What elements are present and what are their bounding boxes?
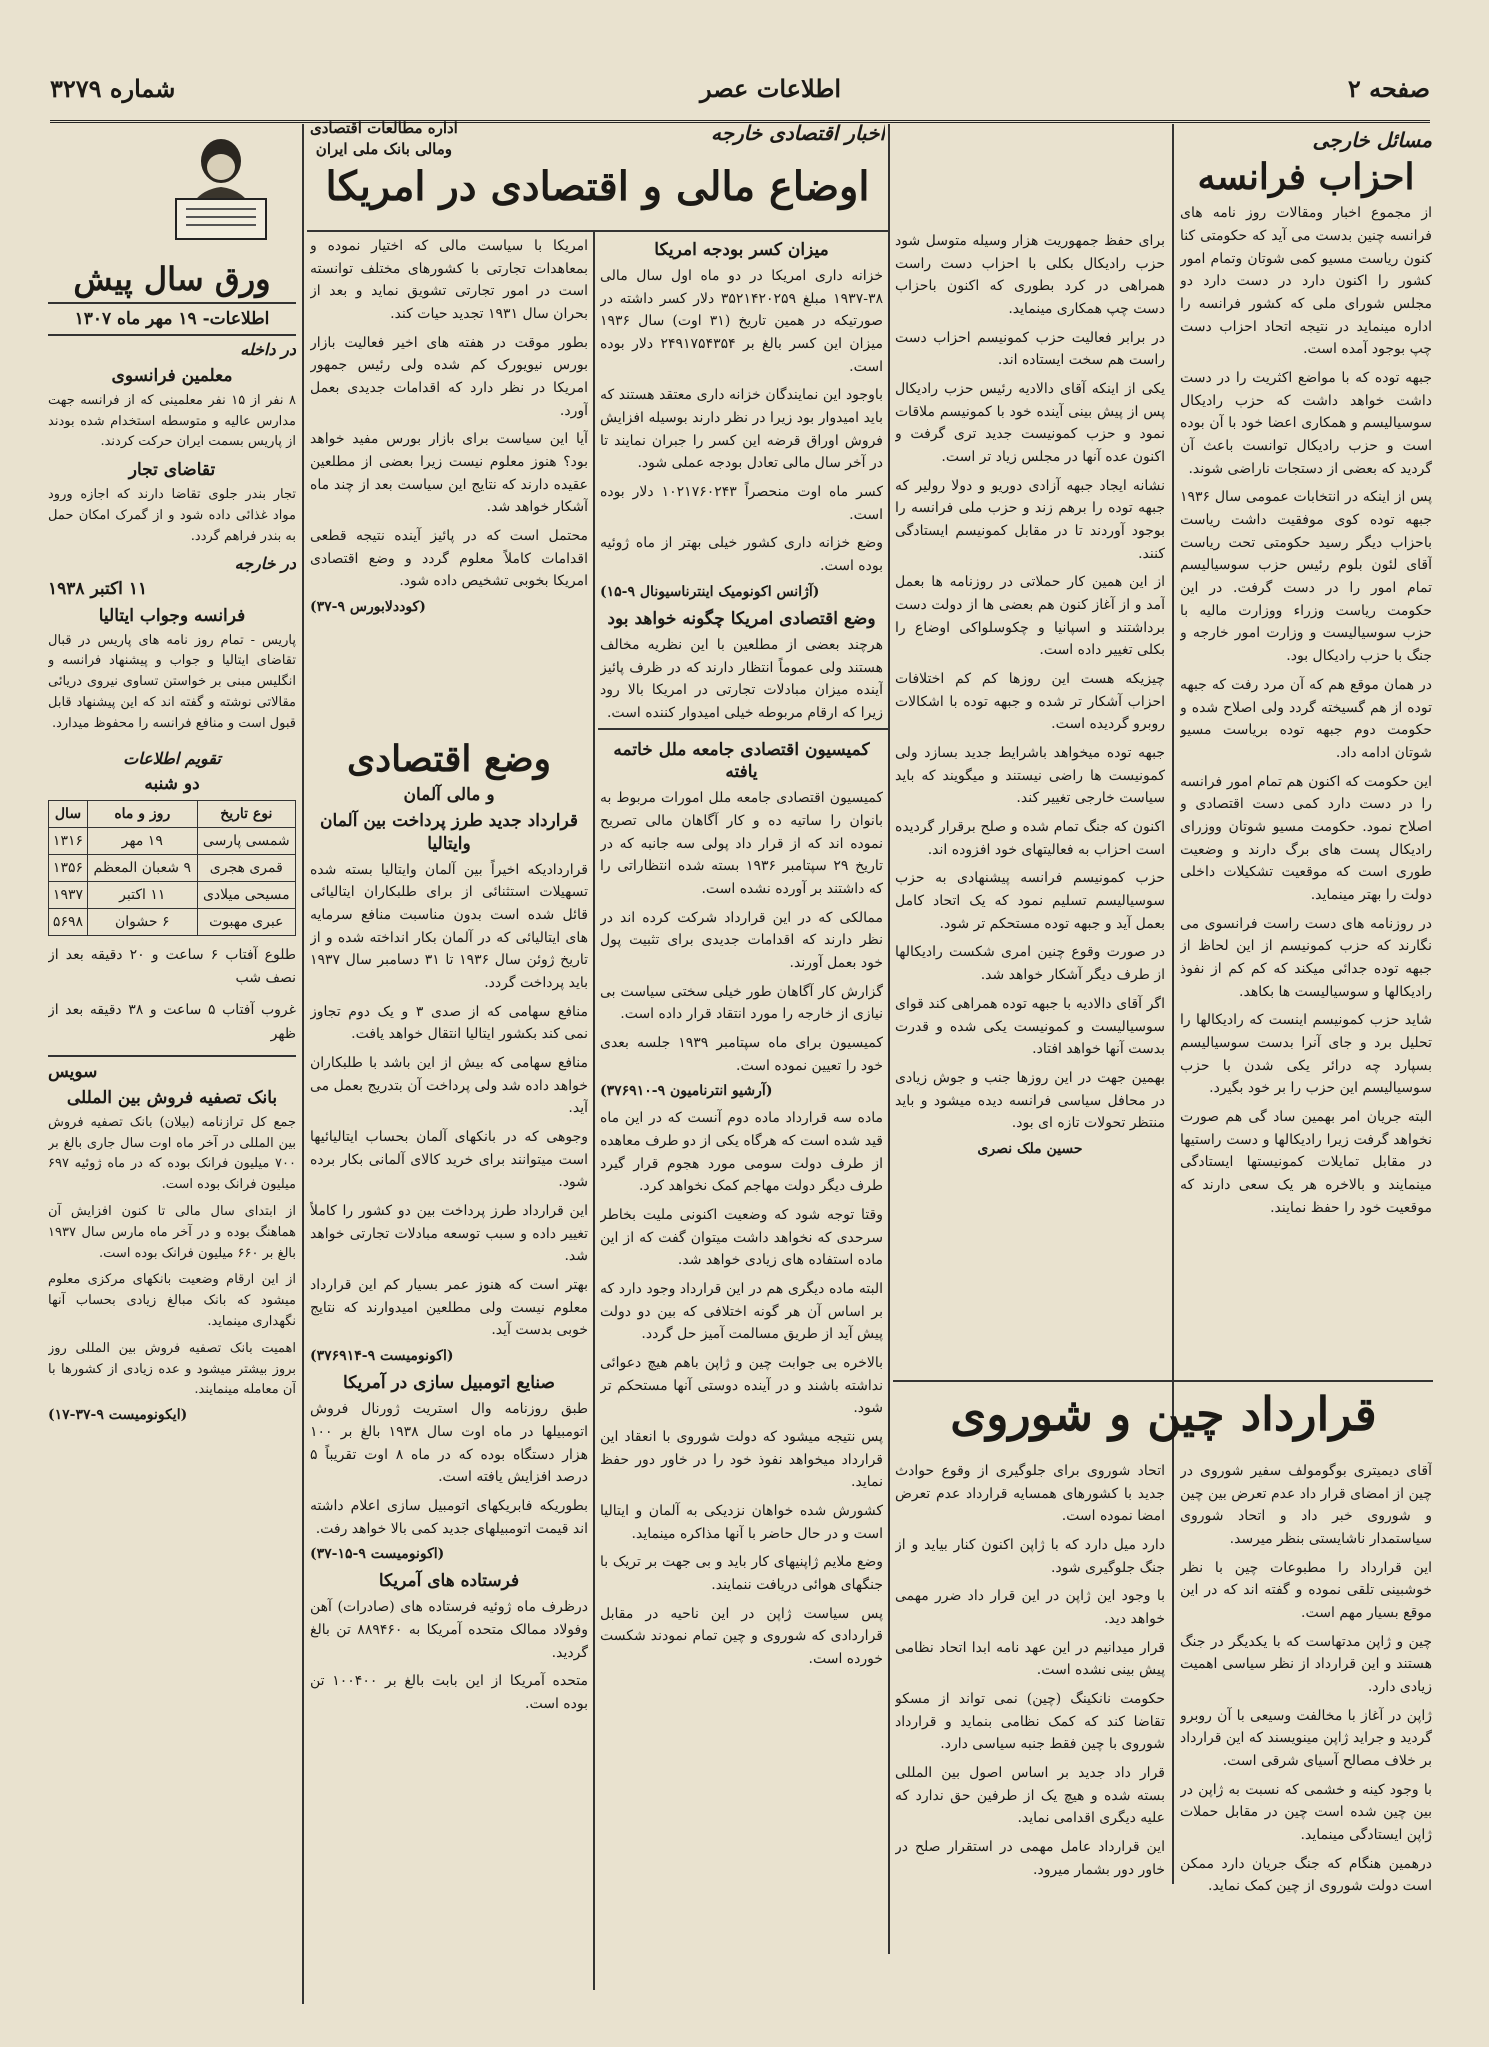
old-man-reading-illustration — [146, 129, 296, 249]
item-date: ۱۱ اکتبر ۱۹۳۸ — [48, 579, 148, 600]
usa-policy — [310, 235, 588, 725]
source-signature: (کوددلابورس ۹-۳۷) — [310, 599, 426, 616]
table-row — [49, 827, 296, 854]
paragraph: چین و ژاپن مدتهاست که با یکدیگر در جنگ هستند و این قرارداد از نظر سیاسی اهمیت زیادی دارد. — [1180, 1633, 1432, 1696]
paragraph: آیا این سیاست برای بازار بورس مفید خواهد بود؟ هنوز معلوم نیست زیرا بعضی از مطلعین عقیده دارند که نتایج این سیاست بعد از چند ماه آشکار خواهد شد. — [310, 431, 588, 516]
table-cell: قمری هجری — [197, 854, 295, 881]
paragraph: امریکا با سیاست مالی که اختیار نموده و بمعاهدات تجارتی با کشورهای مختلف توانسته است در امور تجارتی تشویق نماید و بعد از بحران سال ۱۹۳۱ تجدید حیات کند. — [310, 238, 588, 323]
paragraph: دارد میل دارد که با ژاپن اکنون کنار بیاید و از جنگ جلوگیری شود. — [895, 1537, 1165, 1576]
paragraph: وقتا توجه شود که وضعیت اکنونی ملیت بخاطر سرحدی که نخواهد داشت میتوان گفت که از این ماده استفاده های زیادی خواهد شد. — [600, 1206, 883, 1269]
table-cell: ۵۶۹۸ — [49, 908, 88, 935]
source-signature: (آژانس اکونومیک اینترناسیونال ۹-۱۵) — [600, 583, 820, 600]
paragraph: جمع کل ترازنامه (بیلان) بانک تصفیه فروش بین المللی در آخر ماه اوت سال جاری بالغ بر ۷۰۰ میلیون فرانک بوده که در ماه ژوئیه ۶۹۷ میلیون فرانک بوده است. — [48, 1114, 296, 1193]
table-cell: ۱۳۱۶ — [49, 827, 88, 854]
subtitle: فرستاده های آمریکا — [378, 1571, 520, 1592]
paragraph: با وجود کینه و خشمی که نسبت به ژاپن در بین چین شده است چین در مقابل حملات ژاپن ایستادگی مینماید. — [1180, 1781, 1432, 1844]
paragraph: از این ارقام وضعیت بانکهای مرکزی معلوم میشود که بانک مبالغ زیادی بحساب آنها نگهداری مینماید. — [48, 1272, 296, 1330]
subtitle: صنایع اتومبیل سازی در آمریکا — [343, 1373, 555, 1394]
date-line: اطلاعات- ۱۹ مهر ماه ۱۳۰۷ — [48, 302, 296, 336]
paragraph: حکومت نانکینگ (چین) نمی تواند از مسکو تقاضا کند که کمک نظامی بنماید و قرارداد شوروی با چین فقط جنبه سیاسی دارد. — [895, 1691, 1165, 1753]
paragraph: از ابتدای سال مالی تا کنون افزایش آن هماهنگ بوده و در آخر ماه مارس سال ۱۹۳۷ بالغ بر ۶۶۰ میلیون فرانک بوده است. — [48, 1204, 296, 1261]
league-article — [600, 735, 883, 1990]
paragraph: آقای دیمیتری بوگومولف سفیر شوروی در چین از امضای قرار داد عدم تعرض بین چین و شوروی خبر داد و اتحاد شوروی سیاستمدار ناشایستی بنظر میرسد. — [1180, 1463, 1432, 1548]
page-header — [50, 60, 1430, 123]
paragraph: کمیسیون اقتصادی جامعه ملل امورات مربوط به بانوان را ساتیه ده و کار آگاهان مالی تصریح نموده اند که از قرار داد پولی سه جانبه که در تاریخ ۲۹ سپتامبر ۱۹۳۶ بسته شده انتظاراتی را که داشتند بر آورده نشده است. — [600, 790, 883, 897]
paragraph: چیزیکه هست این روزها کم کم اختلافات احزاب آشکار تر شده و جبهه توده با اشکالات روبرو گردیده است. — [895, 671, 1165, 733]
paragraph: باوجود این نمایندگان خزانه داری معتقد هستند که باید امیدوار بود زیرا در نظر دارند بوسیله افزایش فروش اوراق قرضه این کسر را جبران نمایند تا در آخر سال مالی تعادل بودجه عملی شود. — [600, 387, 883, 472]
china-ussr-article — [1180, 1460, 1432, 2000]
masthead: اطلاعات عصر — [700, 74, 842, 103]
table-cell: مسیحی میلادی — [197, 881, 295, 908]
paragraph: اگر آقای دالادیه با جبهه توده همراهی کند قوای سوسیالیست و کمونیست یکی شده و قدرت بدست آنها خواهد افتاد. — [895, 995, 1165, 1058]
paragraph: این قرارداد طرز پرداخت بین دو کشور را کاملاً تغییر داده و سبب توسعه مبادلات تجارتی خواهد شد. — [310, 1203, 588, 1265]
paragraph: قرار داد جدید بر اساس اصول بین المللی بسته شده و هیچ یک از طرفین حق ندارد که علیه دیگری اقدامی نماید. — [895, 1765, 1165, 1827]
paragraph: تجار بندر جلوی تقاضا دارند که اجازه ورود مواد غذائی داده شود و از گمرک امکان حمل به بندر فراهم گردد. — [48, 487, 296, 544]
paragraph: البته جریان امر بهمین ساد گی هم صورت نخواهد گرفت زیرا رادیکالها و دست راستیها در مقابل تمایلات کمونیستها ایستادگی مینمایند و بالاخره هر یک سعی دارند که موقعیت خود را حفظ نمایند. — [1180, 1108, 1432, 1216]
subtitle: وضع اقتصادی امریکا چگونه خواهد بود — [607, 608, 876, 629]
table-cell: ۹ شعبان المعظم — [87, 854, 197, 881]
paragraph: طبق روزنامه وال استریت ژورنال فروش اتومبیلها در ماه اوت سال ۱۹۳۸ بالغ بر ۱۰۰ هزار دستگاه بوده که در ماه ۸ اوت تقریباً ۵ درصد افزایش یافته است. — [310, 1401, 588, 1486]
article-title: قرارداد چین و شوروی — [950, 1387, 1377, 1441]
section-kicker: اخبار اقتصادی خارجه — [711, 121, 885, 145]
table-header-row — [49, 800, 296, 827]
china-ussr-continued — [895, 1460, 1165, 2000]
table-cell: ۱۳۵۶ — [49, 854, 88, 881]
paragraph: منافع سهامی که بیش از این باشد با طلبکاران خواهد داده شد ولی پرداخت آن بتدریج بعمل می آید. — [310, 1055, 588, 1117]
paragraph: با وجود این ژاپن در این قرار داد ضرر مهمی خواهد دید. — [895, 1588, 1165, 1628]
column-header: سال — [49, 800, 88, 827]
source-signature: (اکونومیست ۹-۱۵-۳۷) — [310, 1546, 445, 1563]
paragraph: در صورت وقوع چنین امری شکست رادیکالها از طرف دیگر آشکار خواهد شد. — [895, 944, 1165, 984]
paragraph: نشانه ایجاد جبهه آزادی دوریو و دولا رولیر که جبهه توده را برهم زند و حزب ملی فرانسه را بوجود آوردند تا در مقابل کمونیسم ایستادگی کنند. — [895, 477, 1165, 562]
section-rule — [307, 230, 888, 232]
source-signature: (اکونومیست ۹-۳۷۶۹۱۴) — [310, 1348, 454, 1365]
section-label: در خارجه — [234, 553, 296, 573]
paragraph: بالاخره بی جوابت چین و ژاپن باهم هیچ دعوائی نداشته باشند و در آینده دوستی آنها مستحکم تر شود. — [600, 1354, 883, 1417]
china-ussr-header — [895, 1385, 1432, 1455]
paragraph: پاریس - تمام روز نامه های پاریس در قبال تقاضای ایتالیا و جواب و پیشنهاد فرانسه و انگلیس مبنی بر خواستن تساوی نیروی دریائی مقالاتی نوشته و گفته اند که این پیشنهاد قابل قبول است و منافع فرانسه را محفوظ میدارد. — [48, 632, 296, 731]
paragraph: پس سیاست ژاپن در این ناحیه در مقابل قراردادی که شوروی و چین تمام نمودند شکست خورده است. — [600, 1605, 883, 1668]
source-line: اداره مطالعات اقتصادی — [310, 119, 458, 137]
paragraph: درظرف ماه ژوئیه فرستاده های (صادرات) آهن وفولاد ممالک متحده آمریکا به ۸۸۹۴۶۰ تن بالغ گردید. — [310, 1599, 588, 1661]
subtitle: میزان کسر بودجه امریکا — [654, 240, 829, 260]
column-rule — [302, 124, 304, 2004]
table-cell: ۱۹ مهر — [87, 827, 197, 854]
table-row — [49, 908, 296, 935]
calendar-table — [48, 800, 296, 936]
paragraph: کمیسیون برای ماه سپتامبر ۱۹۳۹ جلسه بعدی خود را تعیین نموده است. — [600, 1034, 883, 1074]
paragraph: بهمین جهت در این روزها جنب و جوش زیادی در محافل سیاسی فرانسه دیده میشود و باید منتظر تحولات تازه ای بود. — [895, 1069, 1165, 1132]
article-title: احزاب فرانسه — [1197, 156, 1415, 198]
paragraph: یکی از اینکه آقای دالادیه رئیس حزب رادیکال پس از پیش بینی آینده خود با کمونیسم ملاقات نمود و حزب کمونیست جدید تری گرفت و اکنون عده آنها در مجلس زیاد تر است. — [895, 381, 1165, 466]
paragraph: این حکومت که اکنون هم تمام امور فرانسه را در دست دارد کمی دست اقتصادی و اصلاح نمود. حکومت مسیو شوتان ووزرای رادیکال پست های برگ دارند و وضعیت طوری است که موقعیت تشکیلات داخلی دولت را بهتر مینماید. — [1180, 773, 1432, 903]
item-title: تقاضای تجار — [128, 460, 216, 481]
paragraph: وضع خزانه داری کشور خیلی بهتر از ماه ژوئیه بوده است. — [600, 535, 883, 575]
section-rule — [893, 1380, 1433, 1382]
germany-article — [310, 735, 588, 2010]
paragraph: بطور موقت در هفته های اخیر فعالیت بازار بورس نیویورک کم شده ولی رئیس جمهور امریکا در نظر دارد که اقدامات جدیدی بعمل آورد. — [310, 334, 588, 419]
paragraph: در روزنامه های دست راست فرانسوی می نگارند که حزب کمونیسم از این لحاظ از جبهه توده جدائی میکند که کم کم از نفوذ رادیکالها و سوسیالیست ها بکاهد. — [1180, 915, 1432, 1000]
sunset-time: غروب آفتاب ۵ ساعت و ۳۸ دقیقه بعد از ظهر — [48, 1002, 296, 1042]
paragraph: جبهه توده که با مواضع اکثریت را در دست داشت خواهد داشت که حزب رادیکال سوسیالیسم و همکاری اعضا خود با آن بوده است و حزب رادیکال توانست باعث آن گردید که بعضی از دستجات ناراضی شوند. — [1180, 370, 1432, 477]
paragraph: در برابر فعالیت حزب کمونیسم احزاب دست راست هم سخت ایستاده اند. — [895, 329, 1165, 369]
subtitle: و مالی آلمان — [403, 785, 495, 806]
weekday: دو شنبه — [144, 774, 200, 795]
paragraph: وضع ملایم ژاپنیهای کار باید و بی جهت بر تریک با جنگهای هوائی دریافت ننمایند. — [600, 1554, 883, 1594]
france-continued — [895, 230, 1165, 1380]
paragraph: بطوریکه فابریکهای اتومبیل سازی اعلام داشته اند قیمت اتومبیلهای جدید کمی بالا خواهد رفت. — [310, 1497, 588, 1537]
article-title: اوضاع مالی و اقتصادی در امریکا — [325, 163, 870, 210]
usa-budget — [600, 235, 883, 725]
paragraph: منافع سهامی که از صدی ۳ و یک دوم تجاوز نمی کند بکشور ایتالیا انتقال خواهد یافت. — [310, 1003, 588, 1043]
table-row — [49, 881, 296, 908]
paragraph: پس نتیجه میشود که دولت شوروی با انعقاد این قرارداد میخواهد نفوذ خود را در خاور دور حفظ نماید. — [600, 1428, 883, 1491]
source-line: ومالی بانک ملی ایران — [315, 140, 453, 158]
paragraph: خزانه داری امریکا در دو ماه اول سال مالی ۳۸-۱۹۳۷ مبلغ ۳۵۲۱۴۲۰۲۵۹ دلار کسر داشته در صورتیکه در همین تاریخ (۳۱ اوت) سال ۱۹۳۶ میزان این کسر بالغ بر ۲۴۹۱۷۵۴۳۵۴ دلار بوده است. — [600, 268, 883, 375]
page-number: صفحه ۲ — [1347, 74, 1430, 103]
table-cell: ۶ حشوان — [87, 908, 197, 935]
source-signature: (آرشیو انترنامیون ۹-۳۷۶۹۱۰) — [600, 1083, 773, 1100]
paragraph: درهمین هنگام که جنگ جریان دارد ممکن است دولت شوروی از چین کمک نماید. — [1180, 1855, 1432, 1895]
paragraph: این قرارداد را مطبوعات چین با نظر خوشبینی تلقی نموده و گفته اند که در این موقع بسیار مهم است. — [1180, 1559, 1432, 1622]
paragraph: پس از اینکه در انتخابات عمومی سال ۱۹۳۶ جبهه توده کوی موفقیت داشت ریاست باحزاب دیگر رسید حکومتی تحت ریاست آقای لئون بلوم رئیس حزب سوسیالیسم تمام امور را در دست گرفت. در این حکومت ریاست وزراء ووزارت مالیه با حزب سوسیالیست و وزارت امور خارجه و جنگ با حزب رادیکال بود. — [1180, 489, 1432, 665]
subtitle: قرارداد جدید طرز پرداخت بین آلمان وایتالیا — [320, 811, 578, 854]
france-article — [1180, 125, 1432, 1380]
table-row — [49, 854, 296, 881]
paragraph: محتمل است که در پائیز آینده نتیجه قطعی اقدامات کاملاً معلوم گردد و وضع اقتصادی امریکا بخوبی تشخیص داده شود. — [310, 528, 588, 590]
article-title: کمیسیون اقتصادی جامعه ملل خاتمه یافته — [613, 740, 870, 783]
paragraph: ماده سه قرارداد ماده دوم آنست که در این ماه قید شده است که هرگاه یکی از دو طرف معاهده از طرف دولت سومی مورد هجوم قرار گیرد طرف دیگر دولت مهاجم کمک نخواهد کرد. — [600, 1110, 883, 1195]
feature-title: ورق سال پیش — [73, 260, 271, 298]
paragraph: قراردادیکه اخیراً بین آلمان وایتالیا بسته شده تسهیلات استثنائی از برای طلبکاران ایتالیائی قائل شده است بدون مناسبت منافع سرمایه های ایتالیائی که در آلمان بکار انداخته شده و از تاریخ ژوئن سال ۱۹۳۶ تا ۳۱ دسامبر سال ۱۹۳۷ باید پرداخت گردد. — [310, 861, 588, 992]
section-label: سویس — [48, 1055, 296, 1083]
column-header: روز و ماه — [87, 800, 197, 827]
paragraph: در همان موقع هم که آن مرد رفت که جبهه توده از هم گسیخته گردد ولی اصلاح شده و حکومت دوم جبهه توده بریاست مسیو شوتان ادامه داد. — [1180, 676, 1432, 761]
paragraph: ممالکی که در این قرارداد شرکت کرده اند در نظر دارند که اقدامات جدیدی برای تثبیت پول خود بعمل آورند. — [600, 909, 883, 971]
paragraph: از مجموع اخبار ومقالات روز نامه های فرانسه چنین بدست می آید که حکومتی کنا کنون ریاست مسیو کمی شوتان وتمام امور کشور را اکنون دارد در دست دارد دو مجلس شورای ملی که کشور فرانسه را اداره مینماید در نتیجه اتحاد احزاب دست چپ بوجود آمده است. — [1180, 205, 1432, 358]
paragraph: کشورش شده خواهان نزدیکی به آلمان و ایتالیا است و در حال حاضر با آنها مذاکره مینماید. — [600, 1503, 883, 1542]
paragraph: هرچند بعضی از مطلعین با این نظریه مخالف هستند ولی عموماً انتظار دارند که در ظرف پائیز آینده میزان مبادلات تجارتی در امریکا بالا رود زیرا که ارقام مربوطه خیلی امیدوار کننده است. — [600, 636, 883, 721]
left-column — [48, 125, 296, 2015]
paragraph: اکنون که جنگ تمام شده و صلح برقرار گردیده است احزاب به فعالیتهای خود افزوده اند. — [895, 819, 1165, 858]
column-rule — [888, 124, 890, 1954]
paragraph: شاید حزب کمونیسم اینست که رادیکالها را تحلیل برد و جای آنرا بدست سوسیالیسم بسپارد چه درائر یکی شدن با حزب سوسیالیسم این حزب را بر خود بگیرد. — [1180, 1012, 1432, 1097]
paragraph: برای حفظ جمهوریت هزار وسیله متوسل شود حزب رادیکال بکلی با احزاب دست راست همراهی در کرد بطوری که اکنون باحزاب دست چپ همکاری مینماید. — [895, 233, 1165, 318]
paragraph: این قرارداد عامل مهمی در استقرار صلح در خاور دور بشمار میرود. — [895, 1839, 1165, 1878]
sunrise-time: طلوع آفتاب ۶ ساعت و ۲۰ دقیقه بعد از نصف شب — [48, 946, 296, 987]
item-title: معلمین فرانسوی — [111, 365, 233, 386]
table-cell: عبری مهبوت — [197, 908, 295, 935]
section-kicker: مسائل خارجی — [1312, 128, 1432, 152]
table-cell: شمسی پارسی — [197, 827, 295, 854]
table-cell: ۱۹۳۷ — [49, 881, 88, 908]
paragraph: وجوهی که در بانکهای آلمان بحساب ایتالیائیها است میتوانند برای خرید کالای آلمانی بکار برده شود. — [310, 1129, 588, 1191]
paragraph: اتحاد شوروی برای جلوگیری از وقوع حوادث جدید با کشورهای همسایه قرارداد عدم تعرض امضا نموده است. — [895, 1463, 1165, 1525]
item-title: فرانسه وجواب ایتالیا — [98, 605, 246, 626]
table-cell: ۱۱ اکتبر — [87, 881, 197, 908]
section-rule — [598, 728, 888, 730]
column-rule — [1172, 124, 1174, 1884]
column-rule — [593, 230, 595, 1990]
article-title: وضع اقتصادی — [346, 738, 552, 780]
paragraph: کسر ماه اوت منحصراً ۱۰۲۱۷۶۰۲۴۳ دلار بوده است. — [600, 484, 883, 523]
source-signature: (ایکونومیست ۹-۳۷-۱۷) — [48, 1407, 188, 1424]
paragraph: ۸ نفر از ۱۵ نفر معلمینی که از فرانسه جهت مدارس عالیه و متوسطه استخدام شده بودند از پاریس بسمت ایران حرکت کردند. — [48, 392, 296, 450]
section-label: در داخله — [240, 339, 296, 359]
paragraph: اهمیت بانک تصفیه فروش بین المللی روز بروز بیشتر میشود و عده زیادی از کشورها با آن معامله مینمایند. — [48, 1340, 296, 1398]
paragraph: بهتر است که هنوز عمر بسیار کم این قرارداد معلوم نیست ولی مطلعین امیدوارند که نتایج خوبی بدست آید. — [310, 1277, 588, 1339]
source-box — [310, 118, 458, 160]
author-signature: حسین ملک نصری — [977, 1140, 1083, 1157]
paragraph: گزارش کار آگاهان طور خیلی سختی سیاست بی نیازی از خارجه را مورد انتقاد قرار داده است. — [600, 983, 883, 1023]
paragraph: البته ماده دیگری هم در این قرارداد وجود دارد که بر اساس آن هر گونه اختلافی که بین دو دولت پیش آید از طریق مسالمت آمیز حل گردد. — [600, 1280, 883, 1343]
calendar-title: تقویم اطلاعات — [123, 748, 221, 768]
paragraph: قرار میدانیم در این عهد نامه ابدا اتحاد نظامی پیش بینی نشده است. — [895, 1639, 1165, 1679]
item-title: بانک تصفیه فروش بین المللی — [66, 1087, 278, 1108]
issue-number: شماره ۳۲۷۹ — [50, 74, 176, 103]
paragraph: متحده آمریکا از این بابت بالغ بر ۱۰۰۴۰۰ تن بوده است. — [310, 1673, 588, 1713]
column-header: نوع تاریخ — [197, 800, 295, 827]
paragraph: جبهه توده میخواهد باشرایط جدید بسازد ولی کمونیست ها راضی نیستند و میگویند که باید سیاست خارجی تغییر کند. — [895, 745, 1165, 807]
paragraph: از این همین کار حملاتی در روزنامه ها بعمل آمد و از آغاز کنون هم بعضی ها از دولت دست برداشتند و اسپانیا و چکوسلواکی اوضاع را بکلی تغییر داده است. — [895, 574, 1165, 659]
paragraph: ژاپن در آغاز با مخالفت وسیعی با آن روبرو گردید و جراید ژاپن مینویسند که این قرارداد بر خلاف مصالح آسیای شرقی است. — [1180, 1707, 1432, 1770]
usa-header — [310, 118, 885, 230]
paragraph: حزب کمونیسم فرانسه پیشنهادی به حزب سوسیالیسم تسلیم نمود که یک اتحاد کامل بعمل آید و جبهه توده مستحکم تر شود. — [895, 870, 1165, 932]
